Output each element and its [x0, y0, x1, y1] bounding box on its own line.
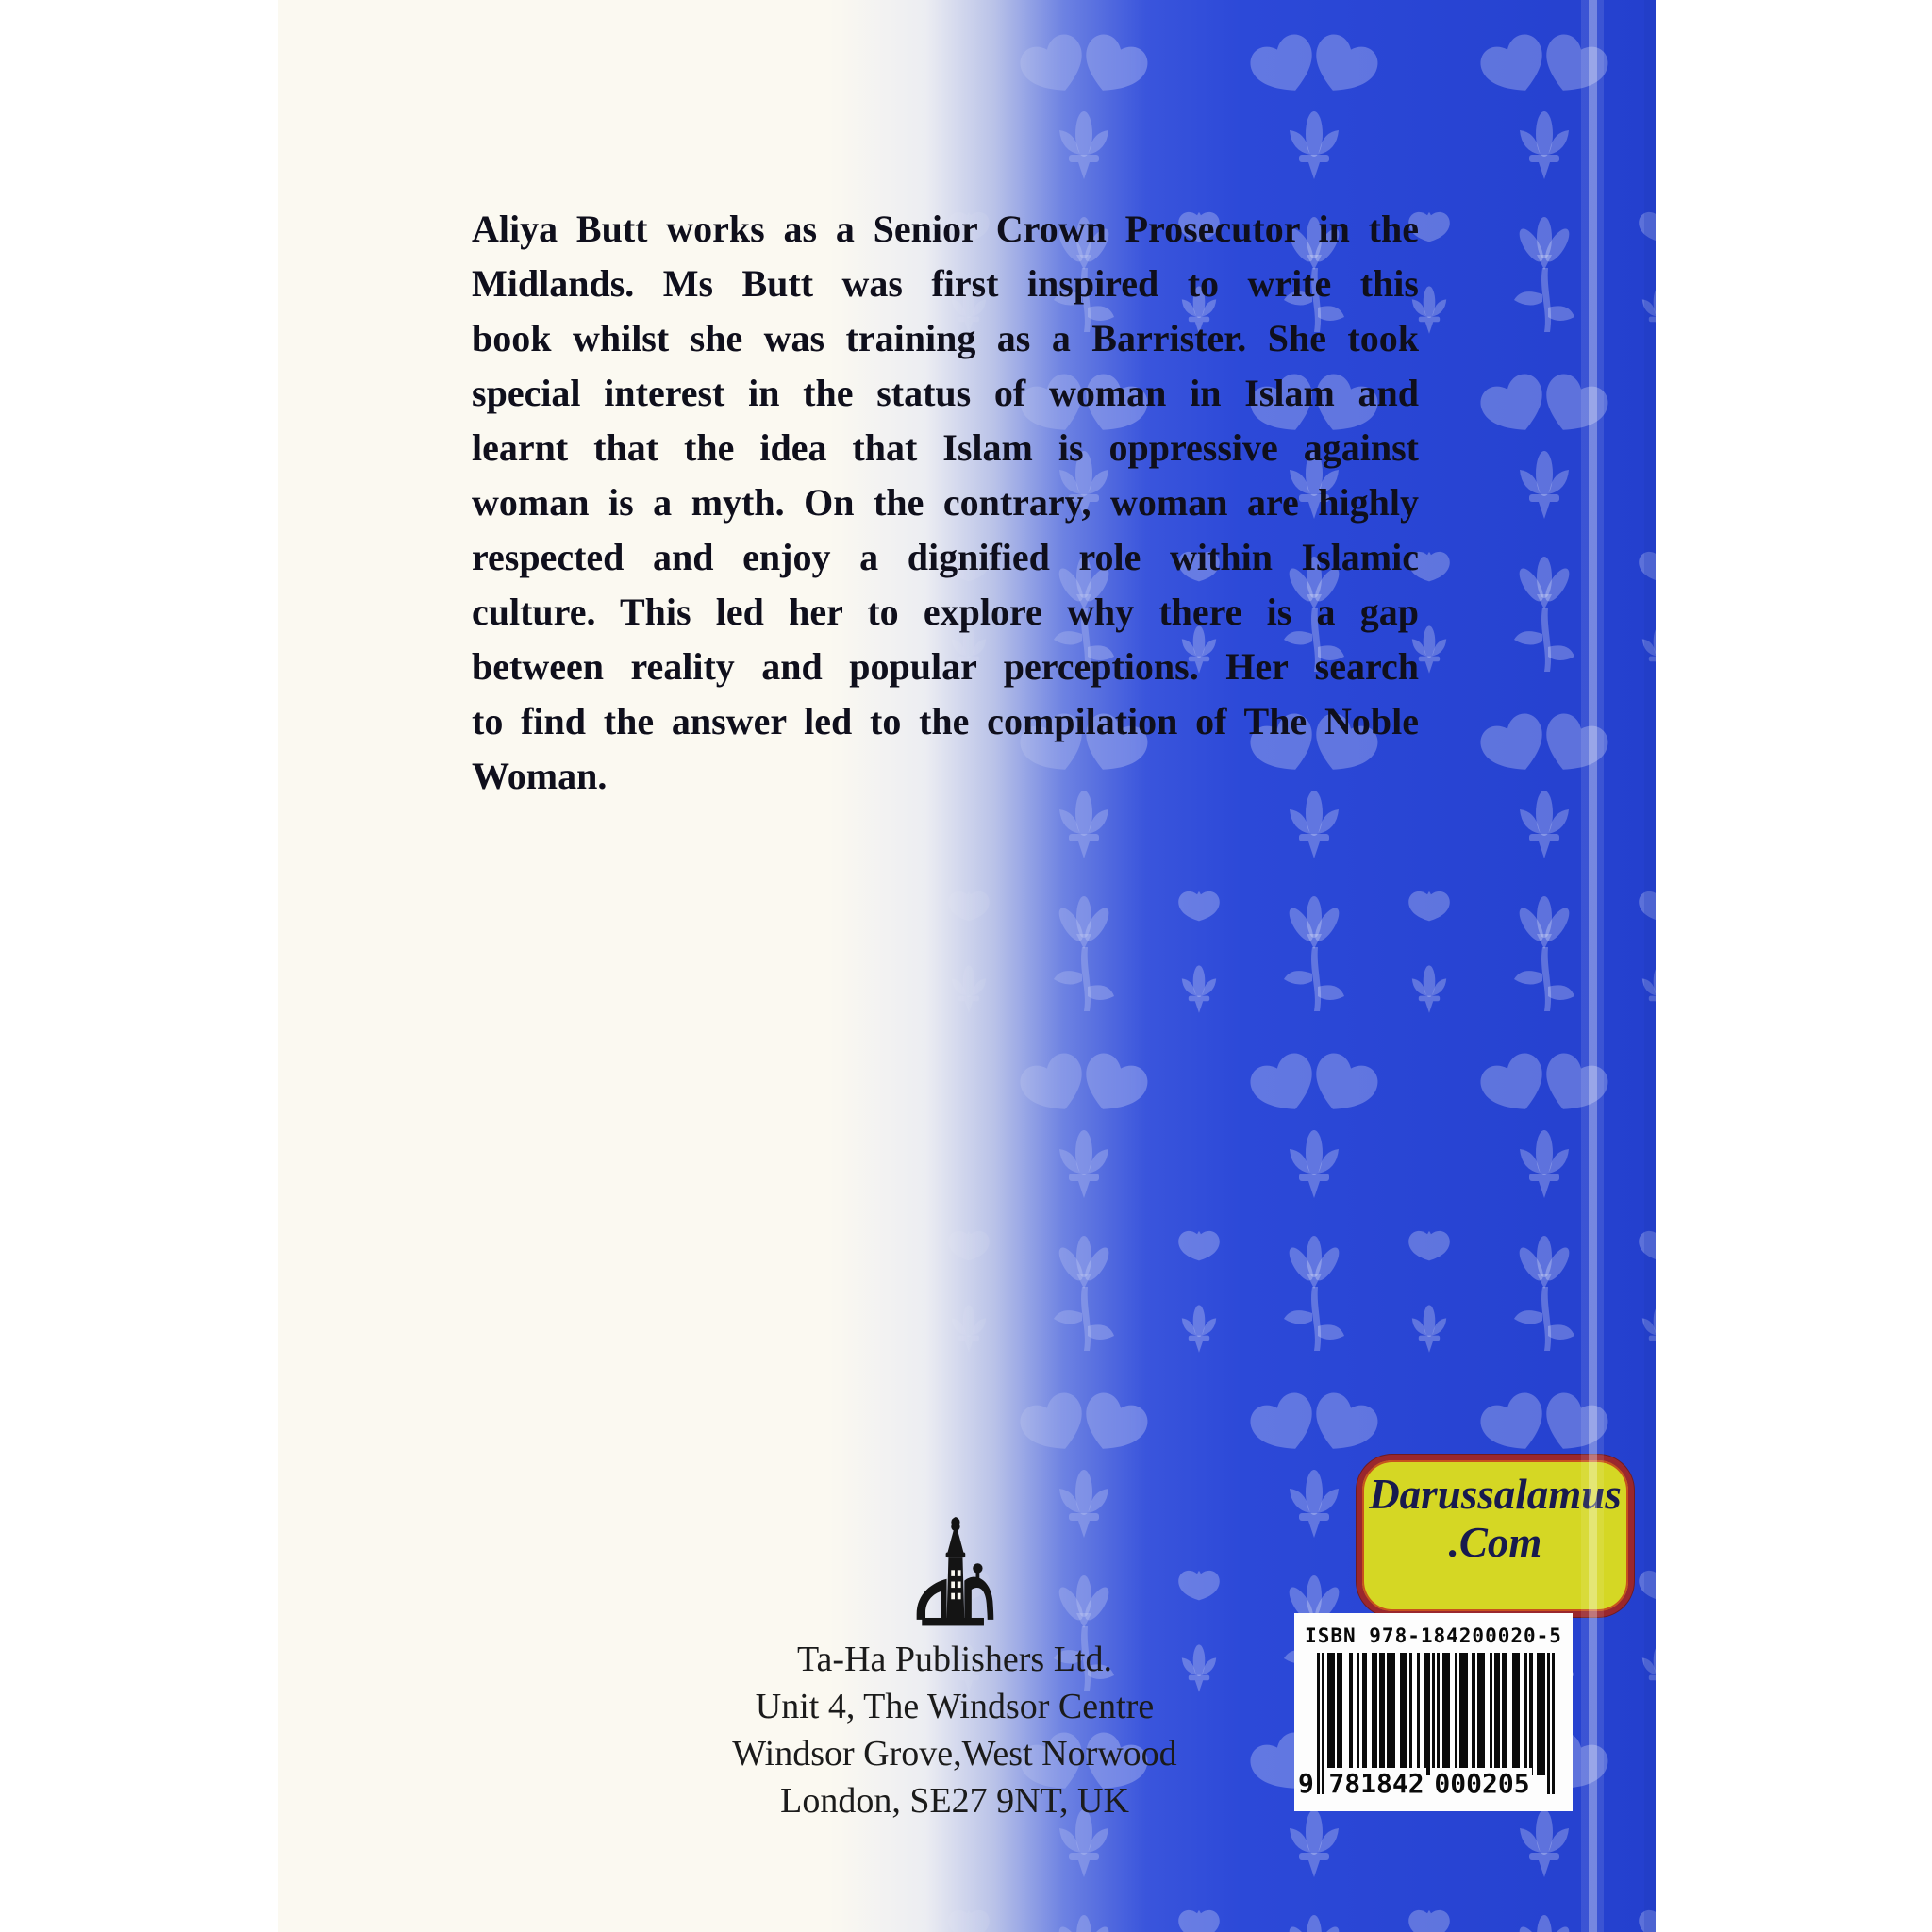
barcode-bar: [1364, 1653, 1367, 1775]
barcode-bar: [1405, 1653, 1407, 1775]
barcode-bar: [1427, 1653, 1430, 1775]
sticker-site-tld: .Com: [1448, 1519, 1542, 1566]
publisher-block: [691, 1517, 1219, 1824]
author-blurb: [472, 202, 1419, 804]
isbn-barcode-box: [1294, 1613, 1573, 1811]
barcode-digits-left: 781842: [1326, 1768, 1426, 1800]
publisher-address-line: London, SE27 9NT, UK: [780, 1781, 1129, 1821]
author-blurb-line: woman is a myth. On the contrary, woman are highly: [472, 481, 1419, 524]
barcode-bar: [1497, 1653, 1500, 1775]
author-blurb-line: between reality and popular perceptions. Her search: [472, 645, 1419, 688]
barcode-bar: [1505, 1653, 1507, 1775]
barcode-bar: [1490, 1653, 1492, 1775]
barcode-bar: [1529, 1653, 1532, 1775]
barcode-bar: [1322, 1653, 1324, 1794]
barcode-bar: [1552, 1653, 1555, 1794]
author-blurb-line: learnt that the idea that Islam is oppressive against: [472, 426, 1419, 469]
barcode-bar: [1357, 1653, 1359, 1775]
barcode-bar: [1465, 1653, 1468, 1775]
taha-publishers-minaret-logo: [906, 1517, 1004, 1632]
author-blurb-line: respected and enjoy a dignified role within Islamic: [472, 536, 1419, 578]
barcode-bar: [1482, 1653, 1485, 1775]
author-blurb-line: culture. This led her to explore why there is a gap: [472, 591, 1419, 633]
author-blurb-line: to find the answer led to the compilation of The Noble: [472, 700, 1419, 742]
barcode-bar: [1382, 1653, 1385, 1775]
barcode-bar: [1542, 1653, 1545, 1775]
barcode-digit-first: 9: [1298, 1768, 1317, 1800]
sticker-site-name: Darussalamus: [1369, 1471, 1622, 1518]
isbn-label: ISBN 978-184200020-5: [1305, 1624, 1562, 1647]
author-blurb-line: special interest in the status of woman in Islam and: [472, 372, 1419, 414]
author-blurb-line: Aliya Butt works as a Senior Crown Prosecutor in the: [472, 208, 1419, 250]
barcode-bar: [1332, 1653, 1335, 1775]
publisher-name: Ta-Ha Publishers Ltd.: [796, 1640, 1112, 1679]
barcode-bar: [1374, 1653, 1377, 1775]
barcode-bar: [1349, 1653, 1352, 1775]
barcode-bar: [1417, 1653, 1420, 1775]
cover-crease-glare-line: [1589, 0, 1597, 1932]
barcode-bar: [1340, 1653, 1342, 1775]
barcode-bar: [1455, 1653, 1457, 1775]
barcode-bar: [1472, 1653, 1474, 1775]
publisher-address-line: Unit 4, The Windsor Centre: [755, 1687, 1155, 1726]
author-blurb-line: Midlands. Ms Butt was first inspired to write this: [472, 262, 1419, 305]
barcode-bar: [1392, 1653, 1395, 1775]
barcode-bar: [1517, 1653, 1520, 1775]
barcode-bar: [1524, 1653, 1527, 1775]
barcode-bar: [1447, 1653, 1450, 1775]
book-back-cover: [278, 0, 1656, 1932]
publisher-address-line: Windsor Grove,West Norwood: [732, 1734, 1177, 1774]
author-blurb-line: book whilst she was training as a Barrister. She took: [472, 317, 1419, 359]
barcode-digits-right: 000205: [1432, 1768, 1532, 1800]
author-blurb-line: Woman.: [472, 755, 608, 797]
barcode-bar: [1547, 1653, 1550, 1794]
barcode-bar: [1409, 1653, 1412, 1775]
barcode-bar: [1317, 1653, 1320, 1794]
publisher-address: [691, 1683, 1219, 1824]
